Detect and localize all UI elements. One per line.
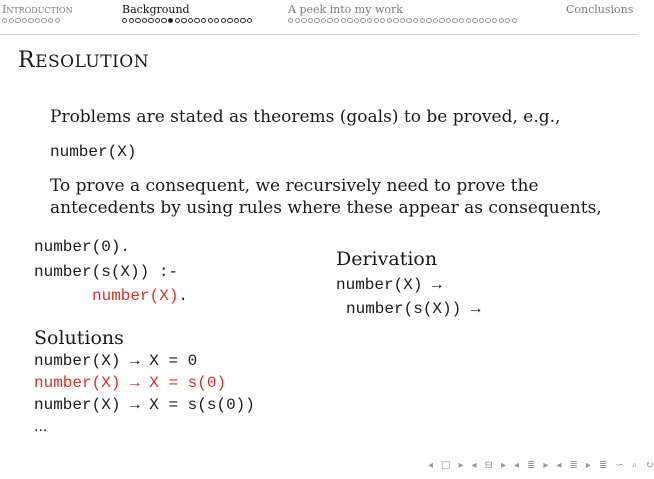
appendix-icon[interactable]: ≣: [598, 460, 608, 471]
nav-dot[interactable]: [288, 18, 293, 23]
section-icon[interactable]: ≣: [527, 460, 536, 471]
solution-row-2: [34, 374, 226, 392]
slide-title-rest: ESOLUTION: [35, 52, 150, 72]
goal-code: number(X): [50, 143, 137, 161]
nav-dot[interactable]: [48, 18, 53, 23]
next-subsection-icon[interactable]: ▸: [500, 460, 506, 471]
nav-dot[interactable]: [446, 18, 451, 23]
nav-dot[interactable]: [35, 18, 40, 23]
prev-frame-icon[interactable]: ◂: [428, 460, 434, 471]
nav-dot[interactable]: [234, 18, 239, 23]
nav-dot[interactable]: [420, 18, 425, 23]
program-line-2: number(s(X)) :-: [34, 263, 179, 281]
nav-dot[interactable]: [433, 18, 438, 23]
nav-dot[interactable]: [55, 18, 60, 23]
beamer-navigation-symbols[interactable]: [428, 460, 654, 471]
nav-dot[interactable]: [459, 18, 464, 23]
nav-dot[interactable]: [214, 18, 219, 23]
arrow-icon: →: [130, 352, 140, 370]
nav-dot[interactable]: [374, 18, 379, 23]
nav-dot[interactable]: [194, 18, 199, 23]
nav-dot[interactable]: [347, 18, 352, 23]
nav-dot[interactable]: [22, 18, 27, 23]
next-frame-icon[interactable]: ▸: [458, 460, 464, 471]
nav-dot[interactable]: [367, 18, 372, 23]
slide-title: [18, 48, 149, 73]
intro-text-line-3: antecedents by using rules where these appear as consequents,: [50, 198, 602, 218]
solution-row-2-call: number(X): [34, 374, 121, 392]
intro-text-line-2: To prove a consequent, we recursively need to prove the: [50, 176, 539, 196]
nav-section-background[interactable]: [122, 3, 252, 23]
nav-dot[interactable]: [135, 18, 140, 23]
nav-dot[interactable]: [413, 18, 418, 23]
nav-dot[interactable]: [181, 18, 186, 23]
search-icon[interactable]: ⌕: [631, 460, 638, 471]
forward-icon[interactable]: ↻: [645, 460, 654, 471]
solutions-heading: Solutions: [34, 327, 124, 349]
nav-dot[interactable]: [28, 18, 33, 23]
nav-dot[interactable]: [148, 18, 153, 23]
nav-dot[interactable]: [129, 18, 134, 23]
nav-dots-peek[interactable]: [288, 18, 517, 23]
nav-dot[interactable]: [466, 18, 471, 23]
nav-dot[interactable]: [485, 18, 490, 23]
nav-dot[interactable]: [341, 18, 346, 23]
nav-dots-background[interactable]: [122, 18, 252, 23]
intro-text-line-1: Problems are stated as theorems (goals) to be proved, e.g.,: [50, 107, 561, 127]
solutions-ellipsis: ...: [34, 419, 48, 435]
nav-dot[interactable]: [505, 18, 510, 23]
nav-dot[interactable]: [400, 18, 405, 23]
solution-row-1-result: X = 0: [149, 352, 198, 370]
solution-row-2-result: X = s(0): [149, 374, 227, 392]
program-line-3-goal: number(X): [92, 287, 179, 305]
derivation-heading: Derivation: [336, 248, 438, 270]
nav-dots-introduction[interactable]: [2, 18, 73, 23]
nav-dot[interactable]: [155, 18, 160, 23]
subsection-icon[interactable]: ⊟: [484, 460, 493, 471]
program-line-3: [92, 287, 188, 305]
nav-title-introduction[interactable]: Introduction: [2, 3, 73, 16]
solution-row-1: [34, 352, 197, 370]
nav-dot[interactable]: [247, 18, 252, 23]
nav-dot[interactable]: [380, 18, 385, 23]
nav-dot[interactable]: [15, 18, 20, 23]
nav-dot[interactable]: [142, 18, 147, 23]
nav-dot[interactable]: [188, 18, 193, 23]
nav-dot[interactable]: [161, 18, 166, 23]
nav-section-conclusions[interactable]: [566, 3, 633, 16]
nav-dot[interactable]: [354, 18, 359, 23]
derivation-step-1: number(X) →: [336, 276, 442, 294]
nav-dot[interactable]: [201, 18, 206, 23]
nav-dot[interactable]: [301, 18, 306, 23]
nav-dot[interactable]: [360, 18, 365, 23]
nav-dot[interactable]: [227, 18, 232, 23]
derivation-step-2: number(s(X)) →: [346, 300, 481, 318]
nav-dot[interactable]: [122, 18, 127, 23]
nav-dot-current[interactable]: [168, 18, 173, 23]
nav-dot[interactable]: [308, 18, 313, 23]
program-line-3-end: .: [178, 287, 189, 305]
solution-row-3: [34, 396, 255, 414]
nav-dot[interactable]: [479, 18, 484, 23]
nav-dot[interactable]: [472, 18, 477, 23]
nav-dot[interactable]: [327, 18, 332, 23]
nav-dot[interactable]: [452, 18, 457, 23]
nav-section-introduction[interactable]: [2, 3, 73, 23]
nav-dot[interactable]: [492, 18, 497, 23]
nav-dot[interactable]: [406, 18, 411, 23]
nav-dot[interactable]: [426, 18, 431, 23]
nav-dot[interactable]: [240, 18, 245, 23]
prev-section-icon[interactable]: ◂: [513, 460, 519, 471]
nav-dot[interactable]: [512, 18, 517, 23]
nav-title-conclusions[interactable]: Conclusions: [566, 3, 634, 16]
arrow-icon: →: [130, 374, 140, 392]
navigation-header: [0, 0, 638, 35]
arrow-icon: →: [130, 396, 140, 414]
slide-title-initial: R: [18, 48, 36, 73]
nav-title-peek[interactable]: A peek into my work: [288, 3, 403, 16]
nav-section-peek[interactable]: [288, 3, 517, 23]
nav-dot[interactable]: [208, 18, 213, 23]
nav-dot[interactable]: [334, 18, 339, 23]
program-line-1: number(0).: [34, 238, 131, 256]
nav-dot[interactable]: [439, 18, 444, 23]
prev-document-icon[interactable]: ◂: [556, 460, 562, 471]
solution-row-3-result: X = s(s(0)): [149, 396, 255, 414]
nav-dot[interactable]: [314, 18, 319, 23]
nav-title-background[interactable]: Background: [122, 3, 190, 16]
next-section-icon[interactable]: ▸: [543, 460, 549, 471]
prev-subsection-icon[interactable]: ◂: [471, 460, 477, 471]
frame-icon[interactable]: □: [441, 460, 451, 471]
back-icon[interactable]: ∽: [615, 460, 624, 471]
nav-dot[interactable]: [175, 18, 180, 23]
nav-dot[interactable]: [393, 18, 398, 23]
nav-dot[interactable]: [2, 18, 7, 23]
nav-dot[interactable]: [387, 18, 392, 23]
nav-dot[interactable]: [221, 18, 226, 23]
nav-dot[interactable]: [9, 18, 14, 23]
next-document-icon[interactable]: ▸: [585, 460, 591, 471]
nav-dot[interactable]: [499, 18, 504, 23]
solution-row-1-call: number(X): [34, 352, 121, 370]
nav-dot[interactable]: [295, 18, 300, 23]
nav-dot[interactable]: [321, 18, 326, 23]
nav-dot[interactable]: [41, 18, 46, 23]
solution-row-3-call: number(X): [34, 396, 121, 414]
document-icon[interactable]: ≣: [569, 460, 578, 471]
